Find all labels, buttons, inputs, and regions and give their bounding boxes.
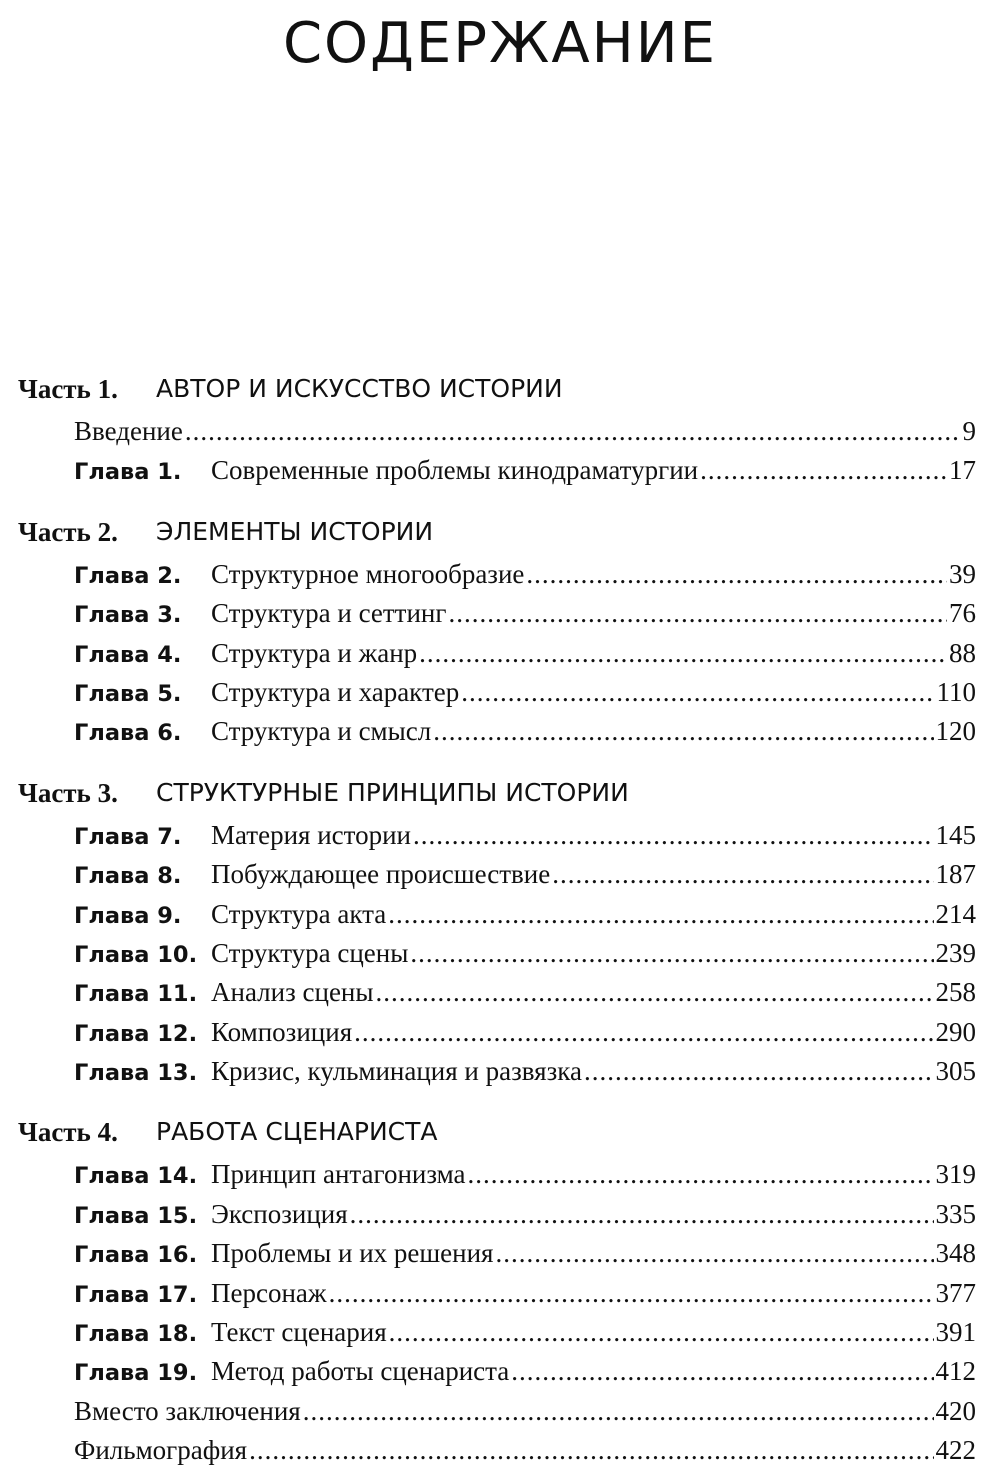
- page-number: 305: [935, 1056, 976, 1087]
- chapter-label: Глава 10.: [74, 941, 198, 968]
- toc-entry[interactable]: [0, 634, 1000, 673]
- page-number: 258: [935, 977, 976, 1008]
- chapter-label: Глава 9.: [74, 902, 182, 929]
- entry-title: Анализ сцены: [211, 977, 374, 1008]
- toc-entry[interactable]: [0, 973, 1000, 1012]
- dot-leader: [249, 1431, 933, 1470]
- toc-entry[interactable]: [0, 934, 1000, 973]
- page-number: 290: [935, 1016, 976, 1047]
- entry-title: Современные проблемы кинодраматургии: [211, 455, 699, 486]
- toc-entry[interactable]: [0, 1313, 1000, 1352]
- chapter-label: Глава 12.: [74, 1020, 198, 1047]
- chapter-label: Глава 11.: [74, 981, 198, 1008]
- page-title: СОДЕРЖАНИЕ: [282, 11, 718, 76]
- dot-leader: [303, 1392, 934, 1431]
- page-number: 335: [935, 1198, 976, 1229]
- dot-leader: [526, 555, 947, 594]
- entry-title: Композиция: [211, 1016, 353, 1047]
- entry-title: Метод работы сценариста: [211, 1356, 510, 1387]
- page-number: 348: [935, 1238, 976, 1269]
- toc-entry[interactable]: [0, 1392, 1000, 1431]
- page-number: 110: [936, 676, 976, 707]
- entry-title: Структура и жанр: [211, 637, 418, 668]
- entry-title: Проблемы и их решения: [211, 1238, 494, 1269]
- toc-entry[interactable]: [0, 855, 1000, 894]
- dot-leader: [461, 673, 934, 712]
- section-gap: [0, 491, 1000, 509]
- dot-leader: [552, 855, 933, 894]
- section-gap: [0, 752, 1000, 770]
- toc-entry[interactable]: [0, 1052, 1000, 1091]
- page-number: 88: [949, 637, 976, 668]
- entry-title: Персонаж: [211, 1277, 327, 1308]
- page-number: 214: [935, 898, 976, 929]
- page-number: 145: [935, 819, 976, 850]
- entry-title: Текст сценария: [211, 1317, 387, 1348]
- part-title: АВТОР И ИСКУССТВО ИСТОРИИ: [156, 374, 563, 403]
- chapter-label: Глава 4.: [74, 641, 182, 668]
- part-title: ЭЛЕМЕНТЫ ИСТОРИИ: [156, 516, 434, 546]
- dot-leader: [329, 1274, 934, 1313]
- toc-entry[interactable]: [0, 712, 1000, 751]
- entry-title: Введение: [74, 416, 183, 446]
- chapter-label: Глава 15.: [74, 1202, 198, 1229]
- toc-entry[interactable]: [0, 1195, 1000, 1234]
- toc-entry[interactable]: [0, 1352, 1000, 1391]
- page-number: 420: [935, 1395, 976, 1426]
- part-label: Часть 3.: [18, 777, 118, 808]
- page-number: 9: [962, 416, 976, 446]
- toc-entry[interactable]: [0, 1013, 1000, 1052]
- toc-entry[interactable]: [0, 1234, 1000, 1273]
- part-heading: [0, 1109, 1000, 1155]
- entry-title: Структура и смысл: [211, 716, 432, 747]
- page-number: 422: [935, 1435, 976, 1466]
- part-label: Часть 2.: [18, 516, 118, 547]
- part-title: РАБОТА СЦЕНАРИСТА: [156, 1117, 438, 1147]
- part-heading: [0, 366, 1000, 412]
- entry-title: Структурное многообразие: [211, 558, 525, 589]
- chapter-label: Глава 16.: [74, 1242, 198, 1269]
- chapter-label: Глава 2.: [74, 562, 182, 589]
- toc-entry[interactable]: [0, 555, 1000, 594]
- dot-leader: [410, 934, 933, 973]
- toc-entry[interactable]: [0, 1155, 1000, 1194]
- entry-title: Структура и сеттинг: [211, 598, 447, 629]
- dot-leader: [448, 594, 947, 633]
- toc-entry[interactable]: [0, 673, 1000, 712]
- section-gap: [0, 1091, 1000, 1109]
- part-heading: [0, 770, 1000, 816]
- toc-entry[interactable]: [0, 895, 1000, 934]
- dot-leader: [388, 895, 933, 934]
- chapter-label: Глава 7.: [74, 823, 182, 850]
- entry-title: Структура акта: [211, 898, 387, 929]
- entry-title: Материя истории: [211, 819, 411, 850]
- entry-title: Вместо заключения: [74, 1395, 301, 1426]
- dot-leader: [413, 816, 934, 855]
- chapter-label: Глава 6.: [74, 720, 182, 747]
- chapter-label: Глава 17.: [74, 1281, 198, 1308]
- entry-title: Структура сцены: [211, 937, 409, 968]
- dot-leader: [700, 451, 947, 490]
- chapter-label: Глава 13.: [74, 1060, 198, 1087]
- page-number: 319: [935, 1159, 976, 1190]
- dot-leader: [419, 634, 947, 673]
- toc-entry[interactable]: [0, 412, 1000, 451]
- part-heading: [0, 509, 1000, 555]
- dot-leader: [354, 1013, 933, 1052]
- toc-entry[interactable]: [0, 594, 1000, 633]
- toc-entry[interactable]: [0, 451, 1000, 490]
- page-number: 412: [935, 1356, 976, 1387]
- toc-entry[interactable]: [0, 1431, 1000, 1470]
- entry-title: Побуждающее происшествие: [211, 859, 551, 890]
- dot-leader: [495, 1234, 933, 1273]
- dot-leader: [350, 1195, 934, 1234]
- table-of-contents: [0, 366, 1000, 1471]
- page-number: 17: [949, 455, 976, 486]
- page-number: 239: [935, 937, 976, 968]
- part-label: Часть 1.: [18, 374, 118, 404]
- toc-entry[interactable]: [0, 1274, 1000, 1313]
- page-number: 39: [949, 558, 976, 589]
- entry-title: Структура и характер: [211, 676, 460, 707]
- dot-leader: [468, 1155, 934, 1194]
- chapter-label: Глава 1.: [74, 459, 182, 486]
- dot-leader: [511, 1352, 933, 1391]
- page-number: 76: [949, 598, 976, 629]
- page-number: 120: [935, 716, 976, 747]
- dot-leader: [389, 1313, 934, 1352]
- chapter-label: Глава 5.: [74, 680, 182, 707]
- page-number: 377: [935, 1277, 976, 1308]
- dot-leader: [584, 1052, 934, 1091]
- toc-entry[interactable]: [0, 816, 1000, 855]
- part-title: СТРУКТУРНЫЕ ПРИНЦИПЫ ИСТОРИИ: [156, 777, 629, 807]
- dot-leader: [185, 412, 961, 451]
- dot-leader: [376, 973, 934, 1012]
- chapter-label: Глава 18.: [74, 1321, 198, 1348]
- entry-title: Фильмография: [74, 1435, 248, 1466]
- chapter-label: Глава 8.: [74, 863, 182, 890]
- page-number: 187: [935, 859, 976, 890]
- page-number: 391: [935, 1317, 976, 1348]
- chapter-label: Глава 19.: [74, 1360, 198, 1387]
- dot-leader: [433, 712, 933, 751]
- chapter-label: Глава 3.: [74, 602, 182, 629]
- part-label: Часть 4.: [18, 1117, 118, 1148]
- entry-title: Кризис, кульминация и развязка: [211, 1056, 582, 1087]
- entry-title: Принцип антагонизма: [211, 1159, 466, 1190]
- chapter-label: Глава 14.: [74, 1163, 198, 1190]
- entry-title: Экспозиция: [211, 1198, 348, 1229]
